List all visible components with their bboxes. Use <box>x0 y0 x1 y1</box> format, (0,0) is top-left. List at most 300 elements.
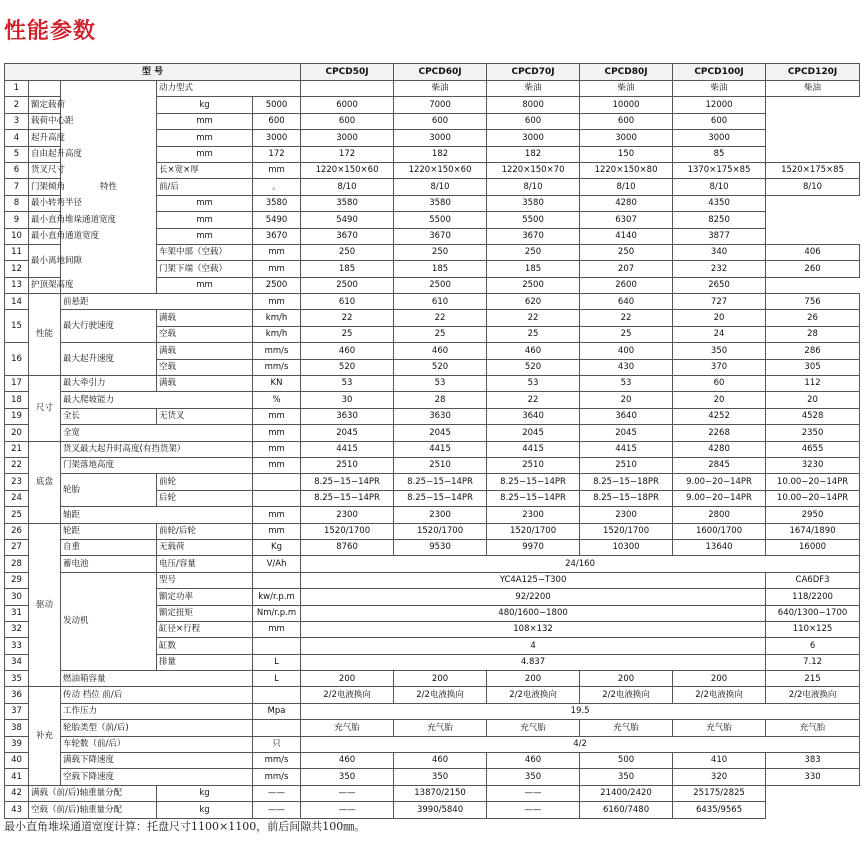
table-row <box>5 343 860 359</box>
row-number: 3 <box>5 113 29 129</box>
value-cell: 2510 <box>394 457 487 473</box>
value-cell: 6160/7480 <box>580 802 673 818</box>
unit: mm/s <box>253 769 301 785</box>
item-label: 额定载荷 <box>29 97 157 113</box>
value-cell: 9970 <box>487 539 580 555</box>
row-number: 28 <box>5 556 29 572</box>
unit: kw/r.p.m <box>253 589 301 605</box>
value-cell: 28 <box>766 326 860 342</box>
value-cell: 460 <box>301 753 394 769</box>
sub-label: 满载 <box>157 310 253 326</box>
item-label: 工作压力 <box>61 703 253 719</box>
value-cell: 350 <box>580 769 673 785</box>
unit: km/h <box>253 310 301 326</box>
value-cell: 柴油 <box>673 81 766 97</box>
table-row <box>5 703 860 719</box>
value-cell: 112 <box>766 376 860 392</box>
value-cell: 460 <box>301 343 394 359</box>
table-row <box>5 277 860 293</box>
unit: mm <box>157 228 253 244</box>
row-number: 35 <box>5 671 29 687</box>
value-cell: 600 <box>394 113 487 129</box>
item-label: 全长 <box>61 408 157 424</box>
value-cell: 610 <box>301 294 394 310</box>
item-label: 货叉最大起升时高度(有挡货架） <box>61 441 253 457</box>
value-cell: 充气胎 <box>301 720 394 736</box>
unit <box>253 687 301 703</box>
item-label: 传动 档位 前/后 <box>61 687 253 703</box>
value-cell: 2500 <box>301 277 394 293</box>
value-cell: 22 <box>301 310 394 326</box>
value-cell: 4415 <box>301 441 394 457</box>
unit: mm <box>253 523 301 539</box>
value-cell: CA6DF3 <box>766 572 860 588</box>
table-row <box>5 97 860 113</box>
table-row <box>5 687 860 703</box>
unit: % <box>253 392 301 408</box>
row-number: 20 <box>5 425 29 441</box>
value-cell: 充气胎 <box>580 720 673 736</box>
item-label: 满载下降速度 <box>61 753 253 769</box>
row-number: 13 <box>5 277 29 293</box>
row-number: 22 <box>5 457 29 473</box>
table-row <box>5 769 860 785</box>
row-number: 17 <box>5 376 29 392</box>
value-cell: 10.00−20−14PR <box>766 474 860 490</box>
table-row <box>5 310 860 326</box>
value-cell: 25 <box>394 326 487 342</box>
value-cell: 3630 <box>301 408 394 424</box>
row-number: 23 <box>5 474 29 490</box>
table-row <box>5 556 860 572</box>
value-cell: 充气胎 <box>394 720 487 736</box>
unit: mm <box>253 244 301 260</box>
row-number: 39 <box>5 736 29 752</box>
row-number: 7 <box>5 179 29 195</box>
sub-label: 额定扭矩 <box>157 605 253 621</box>
value-cell: 2300 <box>487 507 580 523</box>
value-cell: 2845 <box>673 457 766 473</box>
group-label: 驱动 <box>29 523 61 687</box>
row-number: 34 <box>5 654 29 670</box>
value-cell: 215 <box>766 671 860 687</box>
group-cell <box>29 81 61 97</box>
value-cell: 8/10 <box>394 179 487 195</box>
row-number: 32 <box>5 621 29 637</box>
value-cell: 1220×150×60 <box>301 162 394 178</box>
value-cell: 5500 <box>394 212 487 228</box>
item-label: 护顶架高度 <box>29 277 157 293</box>
table-row <box>5 785 860 801</box>
value-cell: 2/2电液换向 <box>394 687 487 703</box>
value-cell: 8.25−15−14PR <box>301 474 394 490</box>
value-cell: 185 <box>487 261 580 277</box>
group-label: 尺寸 <box>29 376 61 442</box>
value-cell: 200 <box>487 671 580 687</box>
value-cell: 727 <box>673 294 766 310</box>
item-label: 最小直角堆垛通道宽度 <box>29 212 157 228</box>
value-cell: 8.25−15−14PR <box>487 474 580 490</box>
row-number: 19 <box>5 408 29 424</box>
table-row <box>5 802 860 818</box>
value-cell: 20 <box>580 392 673 408</box>
table-row <box>5 539 860 555</box>
value-cell: 6 <box>766 638 860 654</box>
value-cell: 410 <box>673 753 766 769</box>
value-cell: 108×132 <box>301 621 766 637</box>
value-cell: 3000 <box>487 130 580 146</box>
value-cell: 20 <box>766 392 860 408</box>
item-label: 最大牵引力 <box>61 376 157 392</box>
value-cell: 柴油 <box>766 81 860 97</box>
value-cell: 4280 <box>580 195 673 211</box>
value-cell: 1220×150×60 <box>394 162 487 178</box>
sub-label: 电压/容量 <box>157 556 253 572</box>
value-cell: 610 <box>394 294 487 310</box>
value-cell: 充气胎 <box>487 720 580 736</box>
value-cell: 3000 <box>253 130 301 146</box>
item-label: 最大行驶速度 <box>61 310 157 343</box>
unit: mm <box>157 113 253 129</box>
unit: Kg <box>253 539 301 555</box>
sub-label: 后轮 <box>157 490 253 506</box>
value-cell: 4655 <box>766 441 860 457</box>
value-cell: 柴油 <box>487 81 580 97</box>
value-cell: 4 <box>301 638 766 654</box>
unit: L <box>253 654 301 670</box>
value-cell: 5490 <box>253 212 301 228</box>
value-cell: 1370×175×85 <box>673 162 766 178</box>
table-row <box>5 572 860 588</box>
row-number: 31 <box>5 605 29 621</box>
row-number: 9 <box>5 212 29 228</box>
value-cell: 2300 <box>580 507 673 523</box>
value-cell: 2/2电液换向 <box>580 687 673 703</box>
unit: mm <box>253 408 301 424</box>
value-cell: 1520×175×85 <box>766 162 860 178</box>
value-cell: 22 <box>394 310 487 326</box>
value-cell: 60 <box>673 376 766 392</box>
value-cell: 2600 <box>580 277 673 293</box>
row-number: 43 <box>5 802 29 818</box>
value-cell: 8.25−15−14PR <box>394 474 487 490</box>
value-cell: 8/10 <box>301 179 394 195</box>
value-cell: 3000 <box>580 130 673 146</box>
header-row <box>5 64 860 81</box>
row-number: 27 <box>5 539 29 555</box>
value-cell: 185 <box>301 261 394 277</box>
unit: mm <box>253 162 301 178</box>
value-cell: —— <box>487 802 580 818</box>
value-cell: 3640 <box>487 408 580 424</box>
value-cell: 21400/2420 <box>580 785 673 801</box>
value-cell: 5000 <box>253 97 301 113</box>
row-number: 8 <box>5 195 29 211</box>
value-cell: 3670 <box>253 228 301 244</box>
value-cell: 370 <box>673 359 766 375</box>
row-number: 4 <box>5 130 29 146</box>
value-cell: 1520/1700 <box>301 523 394 539</box>
value-cell: 4415 <box>487 441 580 457</box>
value-cell: 640 <box>580 294 673 310</box>
sub-label: 缸径×行程 <box>157 621 253 637</box>
value-cell: 350 <box>301 769 394 785</box>
value-cell: 28 <box>394 392 487 408</box>
value-cell: 2350 <box>766 425 860 441</box>
row-number: 5 <box>5 146 29 162</box>
unit: mm/s <box>253 359 301 375</box>
value-cell: —— <box>253 802 301 818</box>
value-cell: 8/10 <box>487 179 580 195</box>
value-cell: 8.25−15−18PR <box>580 474 673 490</box>
model-header: CPCD50J <box>301 64 394 81</box>
row-number: 33 <box>5 638 29 654</box>
item-label: 满载（前/后)轴重量分配 <box>29 785 157 801</box>
model-header: CPCD100J <box>673 64 766 81</box>
value-cell: 16000 <box>766 539 860 555</box>
value-cell: 2045 <box>487 425 580 441</box>
value-cell: 13870/2150 <box>394 785 487 801</box>
value-cell: 460 <box>394 343 487 359</box>
value-cell: 118/2200 <box>766 589 860 605</box>
group-label: 性能 <box>29 294 61 376</box>
value-cell: 8/10 <box>766 179 860 195</box>
value-cell: 8.25−15−18PR <box>580 490 673 506</box>
value-cell: —— <box>301 802 394 818</box>
unit: mm <box>157 195 253 211</box>
value-cell: 305 <box>766 359 860 375</box>
row-number: 38 <box>5 720 29 736</box>
item-label: 动力型式 <box>157 81 301 97</box>
value-cell: 1520/1700 <box>487 523 580 539</box>
value-cell: 53 <box>580 376 673 392</box>
value-cell: 53 <box>394 376 487 392</box>
sub-label: 空载 <box>157 359 253 375</box>
sub-label: 无货叉 <box>157 408 253 424</box>
table-row <box>5 392 860 408</box>
value-cell: 340 <box>673 244 766 260</box>
value-cell: 286 <box>766 343 860 359</box>
value-cell: 2045 <box>580 425 673 441</box>
value-cell: 7.12 <box>766 654 860 670</box>
unit <box>301 81 394 97</box>
value-cell: 2800 <box>673 507 766 523</box>
value-cell: 5490 <box>301 212 394 228</box>
value-cell: 2300 <box>394 507 487 523</box>
item-label: 轴距 <box>61 507 253 523</box>
unit: KN <box>253 376 301 392</box>
value-cell: 250 <box>487 244 580 260</box>
sub-label: 门架下端（空载） <box>157 261 253 277</box>
item-label: 最小转弯半径 <box>29 195 157 211</box>
value-cell: 1220×150×70 <box>487 162 580 178</box>
row-number: 41 <box>5 769 29 785</box>
item-label: 最大爬坡能力 <box>61 392 253 408</box>
model-header: CPCD60J <box>394 64 487 81</box>
value-cell: 460 <box>394 753 487 769</box>
item-label: 载荷中心距 <box>29 113 157 129</box>
value-cell: 2500 <box>253 277 301 293</box>
value-cell: 600 <box>673 113 766 129</box>
row-number: 37 <box>5 703 29 719</box>
item-label: 前悬距 <box>61 294 253 310</box>
value-cell: 8.25−15−14PR <box>394 490 487 506</box>
sub-label: 长×宽×厚 <box>157 162 253 178</box>
value-cell: 3580 <box>301 195 394 211</box>
value-cell: 182 <box>394 146 487 162</box>
row-number: 21 <box>5 441 29 457</box>
value-cell: 200 <box>301 671 394 687</box>
table-row <box>5 408 860 424</box>
unit: mm <box>253 425 301 441</box>
row-number: 15 <box>5 310 29 343</box>
unit: km/h <box>253 326 301 342</box>
item-label: 燃油箱容量 <box>61 671 253 687</box>
item-label: 自重 <box>61 539 157 555</box>
value-cell: 6307 <box>580 212 673 228</box>
model-header: CPCD70J <box>487 64 580 81</box>
value-cell: 3670 <box>301 228 394 244</box>
item-label: 轮胎类型（前/后) <box>61 720 253 736</box>
unit: mm <box>253 507 301 523</box>
value-cell: —— <box>487 785 580 801</box>
value-cell: 9.00−20−14PR <box>673 474 766 490</box>
row-number: 11 <box>5 244 29 260</box>
sub-label: 满载 <box>157 343 253 359</box>
value-cell: 4140 <box>580 228 673 244</box>
value-cell: —— <box>253 785 301 801</box>
value-cell: 2/2电液换向 <box>766 687 860 703</box>
item-label: 门架倾角 <box>29 179 61 195</box>
value-cell: 充气胎 <box>766 720 860 736</box>
table-row <box>5 212 860 228</box>
item-label: 门架落地高度 <box>61 457 253 473</box>
value-cell: 柴油 <box>580 81 673 97</box>
value-cell: 1600/1700 <box>673 523 766 539</box>
item-label: 空载下降速度 <box>61 769 253 785</box>
value-cell: 3670 <box>394 228 487 244</box>
value-cell: 520 <box>487 359 580 375</box>
sub-label: 无载荷 <box>157 539 253 555</box>
value-cell: 3580 <box>394 195 487 211</box>
value-cell: 4280 <box>673 441 766 457</box>
value-cell: 600 <box>487 113 580 129</box>
table-row <box>5 671 860 687</box>
value-cell: 172 <box>301 146 394 162</box>
table-row <box>5 425 860 441</box>
sub-label: 型号 <box>157 572 253 588</box>
footnote: 最小直角堆垛通道宽度计算：托盘尺寸1100×1100，前后间隙共100㎜。 <box>4 820 366 833</box>
value-cell: 480/1600−1800 <box>301 605 766 621</box>
value-cell: 22 <box>487 310 580 326</box>
table-row <box>5 753 860 769</box>
value-cell: 406 <box>766 244 860 260</box>
value-cell: 2/2电液换向 <box>673 687 766 703</box>
value-cell: 5500 <box>487 212 580 228</box>
value-cell: 620 <box>487 294 580 310</box>
table-row <box>5 376 860 392</box>
unit <box>253 490 301 506</box>
value-cell: 500 <box>580 753 673 769</box>
row-number: 1 <box>5 81 29 97</box>
value-cell: 柴油 <box>394 81 487 97</box>
unit <box>253 572 301 588</box>
row-number: 24 <box>5 490 29 506</box>
value-cell: 150 <box>580 146 673 162</box>
value-cell: 2/2电液换向 <box>487 687 580 703</box>
value-cell: 6435/9565 <box>673 802 766 818</box>
value-cell: 2268 <box>673 425 766 441</box>
value-cell: 10000 <box>580 97 673 113</box>
table-row <box>5 441 860 457</box>
table-row <box>5 294 860 310</box>
value-cell: 383 <box>766 753 860 769</box>
table-row <box>5 228 860 244</box>
unit: mm <box>157 130 253 146</box>
value-cell: 520 <box>301 359 394 375</box>
row-number: 10 <box>5 228 29 244</box>
unit: 。 <box>253 179 301 195</box>
value-cell: 12000 <box>673 97 766 113</box>
sub-label: 前轮 <box>157 474 253 490</box>
value-cell: 2510 <box>487 457 580 473</box>
row-number: 25 <box>5 507 29 523</box>
item-label: 轮距 <box>61 523 157 539</box>
value-cell: 2950 <box>766 507 860 523</box>
value-cell: 3000 <box>394 130 487 146</box>
value-cell: 3630 <box>394 408 487 424</box>
value-cell: 2510 <box>301 457 394 473</box>
row-number: 29 <box>5 572 29 588</box>
item-label: 发动机 <box>61 572 157 670</box>
value-cell: 85 <box>673 146 766 162</box>
value-cell: 200 <box>673 671 766 687</box>
value-cell: 25175/2825 <box>673 785 766 801</box>
value-cell: 3000 <box>673 130 766 146</box>
value-cell: 22 <box>487 392 580 408</box>
unit <box>253 720 301 736</box>
sub-label: 前/后 <box>157 179 253 195</box>
row-number: 42 <box>5 785 29 801</box>
value-cell: 24 <box>673 326 766 342</box>
value-cell: 200 <box>394 671 487 687</box>
value-cell: 25 <box>487 326 580 342</box>
item-label: 起升高度 <box>29 130 157 146</box>
table-row <box>5 195 860 211</box>
row-number: 40 <box>5 753 29 769</box>
row-number: 30 <box>5 589 29 605</box>
value-cell: 250 <box>301 244 394 260</box>
spec-table <box>4 63 860 819</box>
row-number: 14 <box>5 294 29 310</box>
unit <box>253 638 301 654</box>
table-row <box>5 81 860 97</box>
unit: 只 <box>253 736 301 752</box>
value-cell: 4252 <box>673 408 766 424</box>
sub-label: 空载 <box>157 326 253 342</box>
value-cell: 260 <box>766 261 860 277</box>
value-cell: 20 <box>673 310 766 326</box>
value-cell: 110×125 <box>766 621 860 637</box>
item-label: 蓄电池 <box>61 556 157 572</box>
unit: Nm/r.p.m <box>253 605 301 621</box>
value-cell: 8.25−15−14PR <box>487 490 580 506</box>
value-cell: 2045 <box>394 425 487 441</box>
value-cell: 25 <box>580 326 673 342</box>
value-cell: 182 <box>487 146 580 162</box>
value-cell: 520 <box>394 359 487 375</box>
unit: kg <box>157 97 253 113</box>
